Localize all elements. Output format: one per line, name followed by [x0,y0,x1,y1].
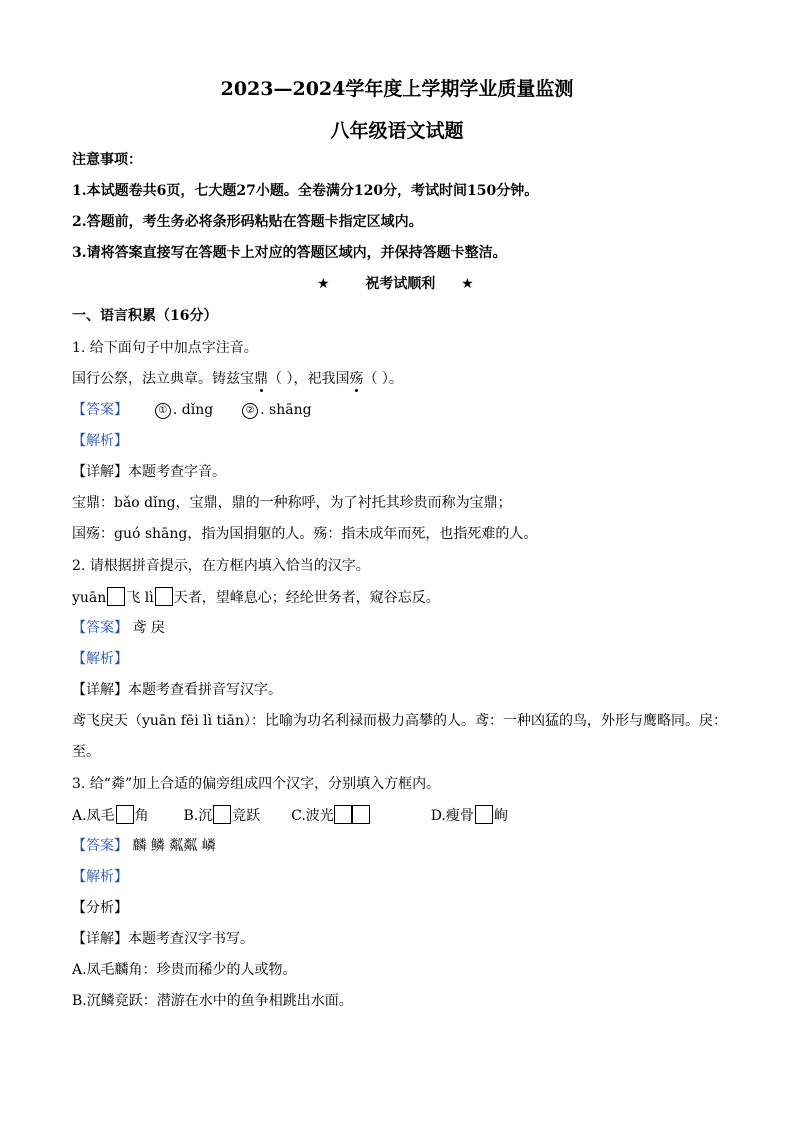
q2-sentence: yuān 飞 lì 天者，望峰息心；经纶世务者，窥谷忘反。 [72,587,440,608]
emphasized-char: 鼎 [254,371,268,387]
good-luck-text: 祝考试顺利 [365,276,436,292]
q1-explanation-1: 宝鼎：bǎo dǐng，宝鼎，鼎的一种称呼，为了衬托其珍贵而称为宝鼎； [72,495,512,511]
q1-answer: 【答案】 ① . dǐng ② . shāng [72,402,312,418]
notice-item-3: 3.请将答案直接写在答题卡上对应的答题区域内，并保持答题卡整洁。 [72,245,507,261]
analysis-tag: 【解析】 [72,651,128,667]
q3-detail: 【详解】本题考查汉字书写。 [72,931,254,947]
blank-box[interactable] [352,805,370,824]
exam-subtitle: 八年级语文试题 [330,120,464,142]
q2-detail: 【详解】本题考查看拼音写汉字。 [72,682,282,698]
star-icon: ★ [317,276,330,292]
q2-stem: 2. 请根据拼音提示，在方框内填入恰当的汉字。 [72,558,370,574]
circled-number: ① [155,403,171,419]
q3-option-d: D.瘦骨 峋 [431,808,508,824]
blank-box[interactable] [334,805,352,824]
blank-box[interactable] [155,587,173,606]
q3-option-a: A.凤毛 角 [72,808,149,824]
q1-stem: 1. 给下面句子中加点字注音。 [72,340,258,356]
analysis-tag: 【解析】 [72,869,128,885]
blank-box[interactable] [116,805,134,824]
notice-item-1: 1.本试题卷共6页，七大题27小题。全卷满分120分，考试时间150分钟。 [72,183,539,199]
q3-option-b: B.沉 竞跃 [183,808,260,824]
q3-explanation-b: B.沉鳞竞跃：潜游在水中的鱼争相跳出水面。 [72,993,353,1009]
answer-tag: 【答案】 [72,838,128,854]
q1-explanation-2: 国殇：guó shāng，指为国捐躯的人。殇：指未成年而死，也指死难的人。 [72,526,538,542]
q2-explanation-2: 至。 [72,744,100,760]
star-icon: ★ [461,276,474,292]
q3-stem: 3. 给“粦”加上合适的偏旁组成四个汉字，分别填入方框内。 [72,776,441,792]
analysis-tag: 【解析】 [72,433,128,449]
blank-box[interactable] [475,805,493,824]
q2-answer: 【答案】 鸢 戾 [72,620,165,636]
detail-tag: 【详解】 [72,464,128,480]
q2-explanation-1: 鸢飞戾天（yuān fēi lì tiān）：比喻为功名利禄而极力高攀的人。鸢：一种凶猛的鸟，外形与鹰略同。戾： [72,713,728,729]
section-heading: 一、语言积累（16分） [72,308,218,324]
notice-heading: 注意事项： [72,152,142,168]
detail-tag: 【详解】 [72,682,128,698]
q1-sentence: 国行公祭，法立典章。铸兹宝鼎（ ），祀我国殇（ ）。 [72,371,403,387]
answer-tag: 【答案】 [72,402,128,418]
blank-box[interactable] [213,805,231,824]
q3-answer: 【答案】 麟 鳞 粼粼 嶙 [72,838,216,854]
detail-tag: 【详解】 [72,931,128,947]
answer-tag: 【答案】 [72,620,128,636]
good-luck-line [317,274,474,294]
exam-title: 2023—2024学年度上学期学业质量监测 [220,78,574,100]
q3-explanation-a: A.凤毛麟角：珍贵而稀少的人或物。 [72,962,297,978]
analysis-subtag: 【分析】 [72,900,128,916]
blank-box[interactable] [107,587,125,606]
q3-option-c: C.波光 [291,808,370,824]
circled-number: ② [242,403,258,419]
notice-item-2: 2.答题前，考生务必将条形码粘贴在答题卡指定区域内。 [72,214,423,230]
q3-options [72,805,508,826]
emphasized-char: 殇 [349,371,364,387]
q1-detail: 【详解】本题考查字音。 [72,464,226,480]
